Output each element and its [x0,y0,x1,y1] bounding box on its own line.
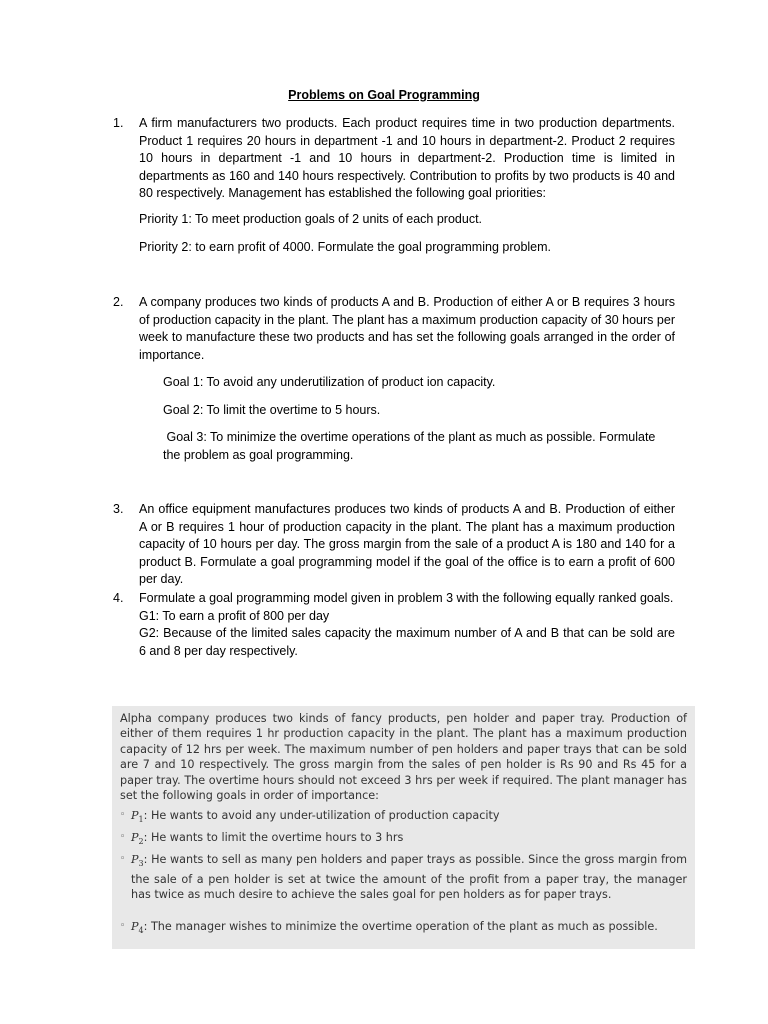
problem-3 [113,501,675,589]
problem-1 [113,115,675,203]
document-title: Problems on Goal Programming [288,88,480,102]
goal-label: $P_3$ [131,853,144,869]
bullet-icon: ◦ [120,921,126,931]
goal-p1 [120,808,687,828]
goal-label: $P_2$ [131,831,144,847]
problem-number: 3. [113,502,124,516]
goal-g1: G1: To earn a profit of 800 per day [139,608,330,623]
problem-number: 1. [113,116,124,130]
problem-4 [113,590,675,660]
problem-text: A firm manufacturers two products. Each product requires time in two production departments. Product 1 requires 20 hours in department -1 and 10 hours in department-2. Product 2 requires 10 hours in department -1 and 10 hours in department-2. Production time is limited in departments as 160 and 140 hours respectively. Contribution to profits by two products is 40 and 80 respectively. Management has established the following goal priorities: [139,116,675,201]
goal-1: Goal 1: To avoid any underutilization of product ion capacity. [163,375,496,389]
problem-text: A company produces two kinds of products A and B. Production of either A or B requires 3 hours of production capacity in the plant. The plant has a maximum production capacity of 30 hours per week to manufacture these two products and has set the following goals arranged in the order of importance. [139,295,675,362]
goal-text: : He wants to avoid any under-utilization of production capacity [143,809,500,822]
box-intro-text: Alpha company produces two kinds of fancy products, pen holder and paper tray. Production of either of them requires 1 hr production capacity in the plant. The plant has a maximum production capacity of 12 hrs per week. The maximum number of pen holders and paper trays that can be sold are 7 and 10 respectively. The gross margin from the sales of pen holder is Rs 90 and Rs 45 for a paper tray. The overtime hours should not exceed 3 hrs per week if required. The plant manager has set the following goals in order of importance: [120,712,687,803]
goal-g2: G2: Because of the limited sales capacity the maximum number of A and B that can be sold are 6 and 8 per day respectively. [139,626,675,658]
alpha-company-problem-box [112,706,695,949]
problem-number: 2. [113,295,124,309]
goal-label: $P_4$ [131,920,144,936]
problem-2 [113,294,675,364]
goal-p2 [120,830,687,850]
problem-number: 4. [113,591,124,605]
priority-1: Priority 1: To meet production goals of 2 units of each product. [139,212,483,226]
bullet-icon: ◦ [120,810,126,820]
bullet-icon: ◦ [120,854,126,864]
goal-label: $P_1$ [131,809,144,825]
goal-p4 [120,919,687,939]
goal-text: : He wants to sell as many pen holders and paper trays as possible. Since the gross margin from the sale of a pen holder is set at twice the amount of the profit from a paper tray, the manager has twice as much desire to achieve the sales goal for pen holders as for paper trays. [131,853,687,902]
goal-p3 [120,852,687,902]
priority-2: Priority 2: to earn profit of 4000. Formulate the goal programming problem. [139,240,552,254]
problem-text: An office equipment manufactures produces two kinds of products A and B. Production of either A or B requires 1 hour of production capacity in the plant. The plant has a maximum production capacity of 10 hours per day. The gross margin from the sale of a product A is 180 and 140 for a product B. Formulate a goal programming model if the goal of the office is to earn a profit of 600 per day. [139,502,675,587]
problem-text: Formulate a goal programming model given in problem 3 with the following equally ranked goals. [139,591,674,605]
bullet-icon: ◦ [120,832,126,842]
goal-3: Goal 3: To minimize the overtime operations of the plant as much as possible. Formulate the problem as goal programming. [163,430,659,462]
goal-2: Goal 2: To limit the overtime to 5 hours. [163,403,381,417]
goal-text: : The manager wishes to minimize the overtime operation of the plant as much as possible. [143,920,658,933]
goal-text: : He wants to limit the overtime hours to 3 hrs [143,831,404,844]
